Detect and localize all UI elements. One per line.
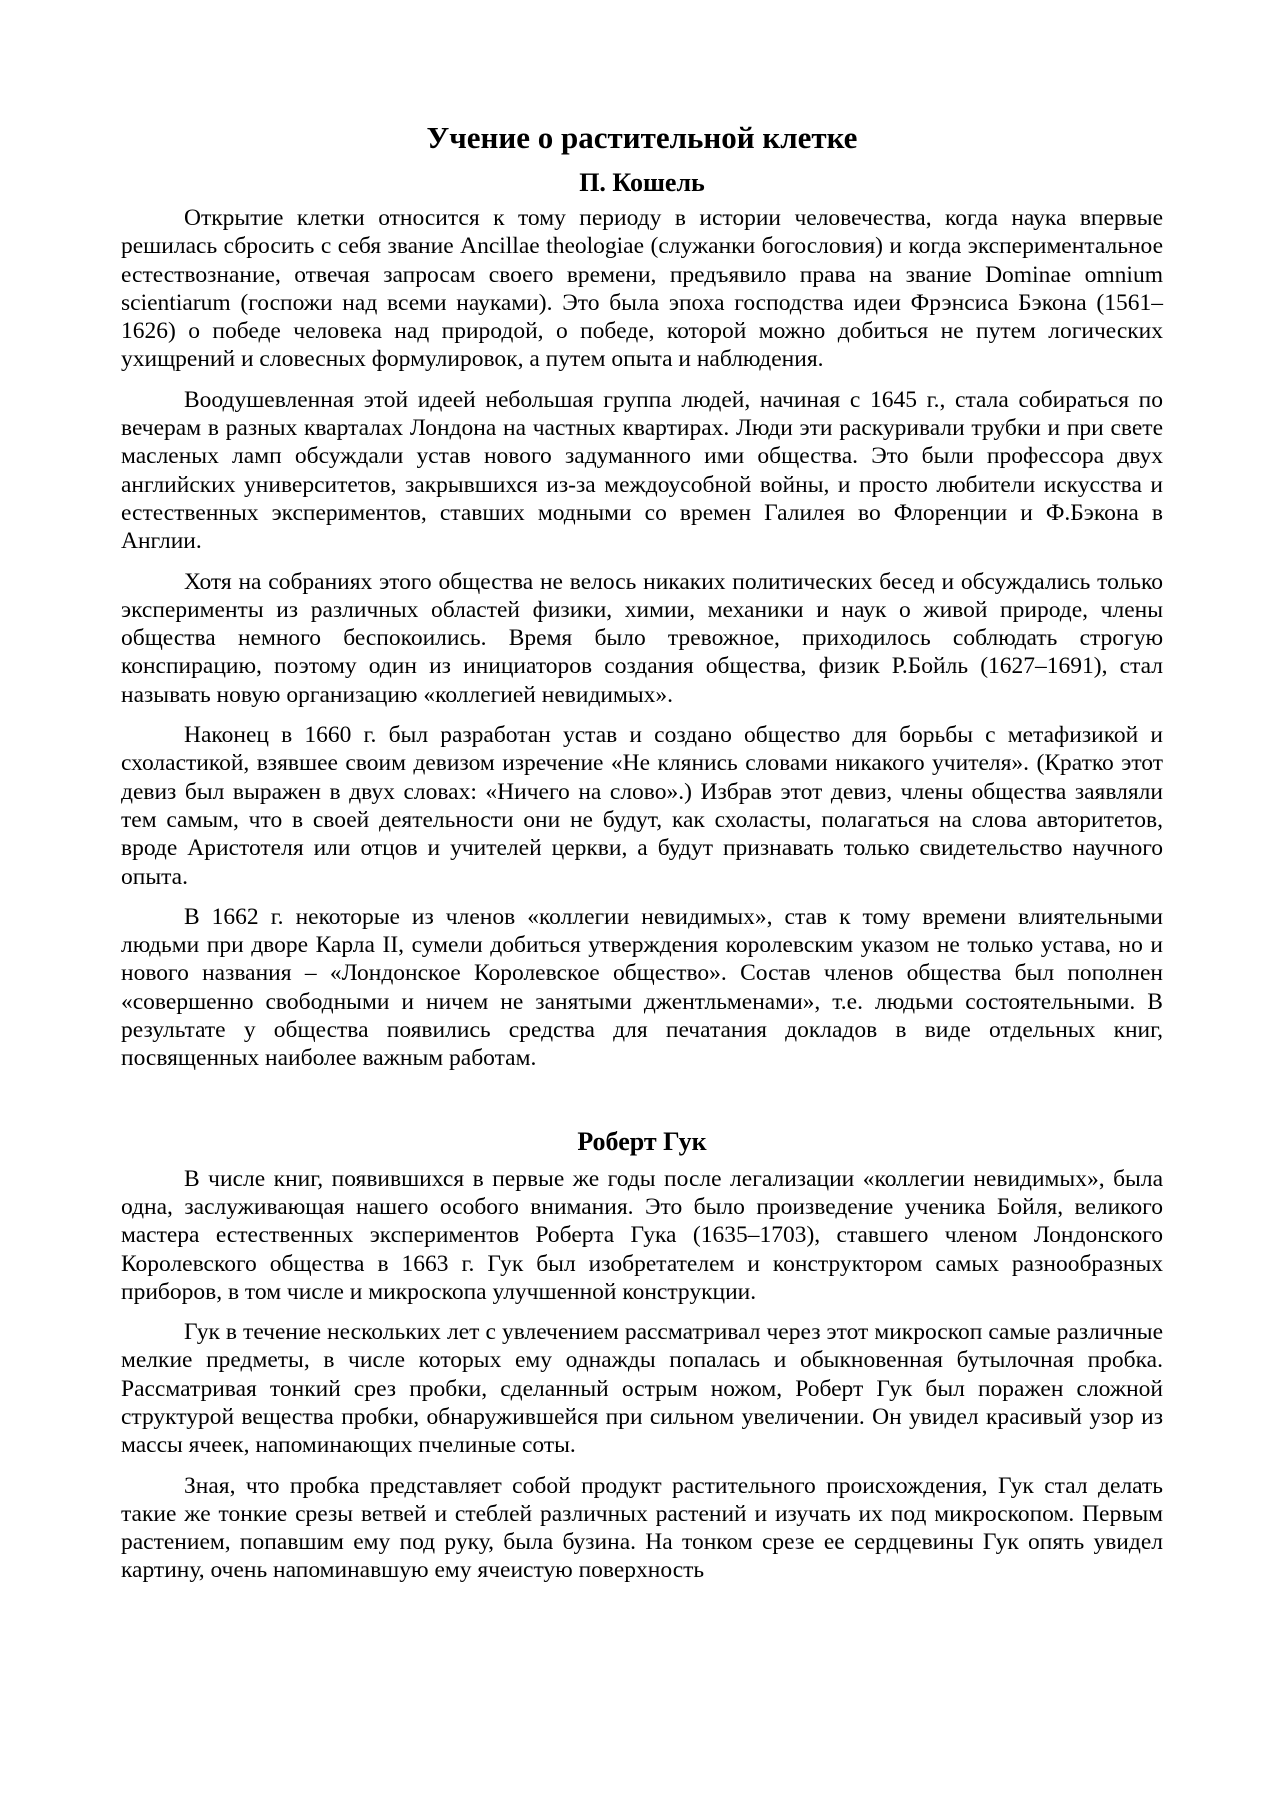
section2-paragraph-3: Зная, что пробка представляет собой продукт растительного происхождения, Гук стал делать такие же тонкие срезы ветвей и стеблей различных растений и изучать их под микроскопом. Первым растением, попавшим ему под руку, была бузина. На тонком срезе ее сердцевины Гук опять увидел картину, очень напоминавшую ему ячеистую поверхность	[121, 1472, 1163, 1584]
document-title: Учение о растительной клетке	[426, 120, 858, 155]
author-name: П. Кошель	[579, 168, 705, 197]
paragraph-3: Хотя на собраниях этого общества не велось никаких политических бесед и обсуждались только эксперименты из различных областей физики, химии, механики и наук о живой природе, члены общества немного беспокоились. Время было тревожное, приходилось соблюдать строгую конспирацию, поэтому один из инициаторов создания общества, физик Р.Бойль (1627–1691), стал называть новую организацию «коллегией невидимых».	[121, 568, 1163, 708]
section2-paragraph-2: Гук в течение нескольких лет с увлечением рассматривал через этот микроскоп самые различные мелкие предметы, в числе которых ему однажды попалась и обыкновенная бутылочная пробка. Рассматривая тонкий срез пробки, сделанный острым ножом, Роберт Гук был поражен сложной структурой вещества пробки, обнаружившейся при сильном увеличении. Он увидел красивый узор из массы ячеек, напоминающих пчелиные соты.	[121, 1319, 1163, 1459]
paragraph-4: Наконец в 1660 г. был разработан устав и создано общество для борьбы с метафизикой и схоластикой, взявшее своим девизом изречение «Не клянись словами никакого учителя». (Кратко этот девиз был выражен в двух словах: «Ничего на слово».) Избрав этот девиз, члены общества заявляли тем самым, что в своей деятельности они не будут, как схоласты, полагаться на слова авторитетов, вроде Аристотеля или отцов и учителей церкви, а будут признавать только свидетельство научного опыта.	[121, 722, 1163, 890]
section2-paragraph-1: В числе книг, появившихся в первые же годы после легализации «коллегии невидимых», была одна, заслуживающая нашего особого внимания. Это было произведение ученика Бойля, великого мастера естественных экспериментов Роберта Гука (1635–1703), ставшего членом Лондонского Королевского общества в 1663 г. Гук был изобретателем и конструктором самых разнообразных приборов, в том числе и микроскопа улучшенной конструкции.	[121, 1165, 1163, 1305]
paragraph-1: Открытие клетки относится к тому периоду в истории человечества, когда наука впервые решилась сбросить с себя звание Ancillae theologiae (служанки богословия) и когда экспериментальное естествознание, отвечая запросам своего времени, предъявило права на звание Dominae omnium scientiarum (госпожи над всеми науками). Это была эпоха господства идеи Фрэнсиса Бэкона (1561–1626) о победе человека над природой, о победе, которой можно добиться не путем логических ухищрений и словесных формулировок, а путем опыта и наблюдения.	[121, 205, 1163, 373]
paragraph-5: В 1662 г. некоторые из членов «коллегии невидимых», став к тому времени влиятельными людьми при дворе Карла II, сумели добиться утверждения королевским указом не только устава, но и нового названия – «Лондонское Королевское общество». Состав членов общества был пополнен «совершенно свободными и ничем не занятыми джентльменами», т.е. людьми состоятельными. В результате у общества появились средства для печатания докладов в виде отдельных книг, посвященных наиболее важным работам.	[121, 903, 1163, 1072]
section-heading-hooke: Роберт Гук	[577, 1126, 707, 1156]
document-page	[121, 118, 1163, 1597]
paragraph-2: Воодушевленная этой идеей небольшая группа людей, начиная с 1645 г., стала собираться по вечерам в разных кварталах Лондона на частных квартирах. Люди эти раскуривали трубки и при свете масленых ламп обсуждали устав нового задуманного ими общества. Это были профессора двух английских университетов, закрывшихся из-за междоусобной войны, и просто любители искусства и естественных экспериментов, ставших модными со времен Галилея во Флоренции и Ф.Бэкона в Англии.	[121, 386, 1163, 555]
